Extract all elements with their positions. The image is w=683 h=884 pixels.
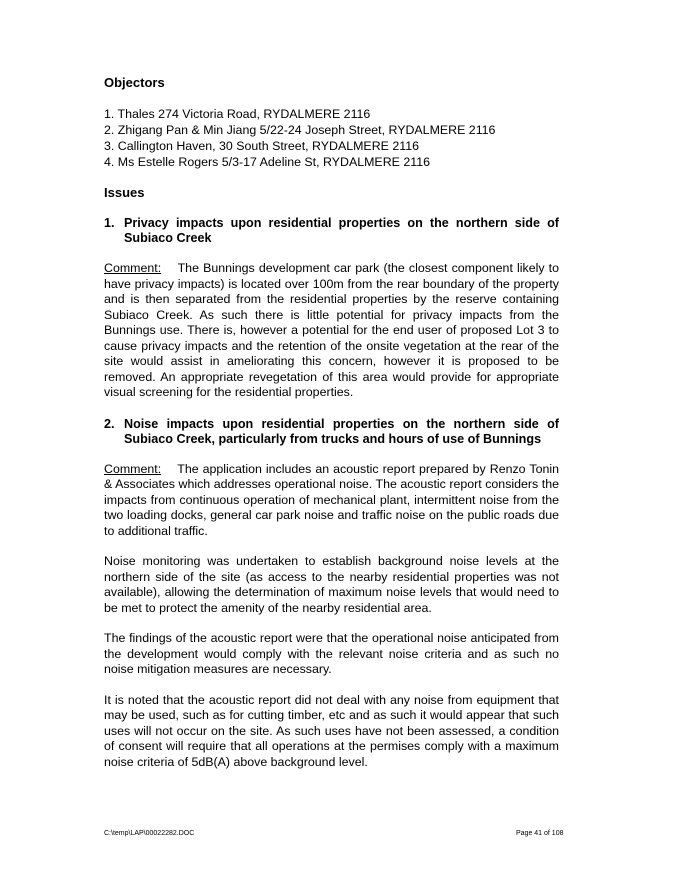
issue-title [104,216,559,246]
paragraph: Noise monitoring was undertaken to establish background noise levels at the northern side of the site (as access to the nearby residential properties was not available), allowing the determination of maximum noise levels that would need to be met to protect the amenity of the nearby residential area. [104,554,559,615]
comment-label: Comment: [104,261,162,275]
issue-number: 2. [104,416,115,431]
issue-1 [104,216,559,401]
issue-title-text: Noise impacts upon residential properties on the northern side of Subiaco Creek, particularly from trucks and hours of use of Bunnings [124,416,559,446]
objector-item: 2. Zhigang Pan & Min Jiang 5/22-24 Joseph Street, RYDALMERE 2116 [104,123,496,137]
comment-paragraph [104,462,559,540]
paragraph-text: The Bunnings development car park (the closest component likely to have privacy impacts) is located over 100m from the rear boundary of the property and is then separated from the residential properties by the reserve containing Subiaco Creek. As such there is little potential for privacy impacts from the Bunnings use. There is, however a potential for the end user of proposed Lot 3 to cause privacy impacts and the retention of the onsite vegetation at the rear of the site would assist in ameliorating this concern, however it is proposed to be removed. An appropriate revegetation of this area would provide for appropriate visual screening for the residential properties. [104,261,559,399]
paragraph: The findings of the acoustic report were that the operational noise anticipated from the development would comply with the relevant noise criteria and as such no noise mitigation measures are necessary. [104,631,559,676]
issue-number: 1. [104,216,115,230]
footer-page-number: Page 41 of 108 [516,830,564,837]
footer-file-path: C:\temp\LAP\00022282.DOC [104,830,195,837]
comment-paragraph [104,261,559,401]
issue-title [104,417,559,447]
document-page [104,74,559,770]
objector-item: 4. Ms Estelle Rogers 5/3-17 Adeline St, RYDALMERE 2116 [104,155,430,169]
paragraph: It is noted that the acoustic report did not deal with any noise from equipment that may be used, such as for cutting timber, etc and as such it would appear that such uses will not occur on the site. As such uses have not been assessed, a condition of consent will require that all operations at the permises comply with a maximum noise criteria of 5dB(A) above background level. [104,692,559,769]
paragraph-text: The application includes an acoustic report prepared by Renzo Tonin & Associates which addresses operational noise. The acoustic report considers the impacts from continuous operation of mechanical plant, intermittent noise from the two loading docks, general car park noise and traffic noise on the public roads due to additional traffic. [104,461,559,538]
issues-heading: Issues [104,185,145,200]
objector-item: 3. Callington Haven, 30 South Street, RYDALMERE 2116 [104,139,419,153]
objectors-list [104,106,559,170]
issue-2 [104,417,559,771]
objectors-heading: Objectors [104,75,165,90]
comment-label: Comment: [104,461,162,476]
objector-item: 1. Thales 274 Victoria Road, RYDALMERE 2116 [104,107,371,121]
issue-title-text: Privacy impacts upon residential properties on the northern side of Subiaco Creek [124,216,559,245]
